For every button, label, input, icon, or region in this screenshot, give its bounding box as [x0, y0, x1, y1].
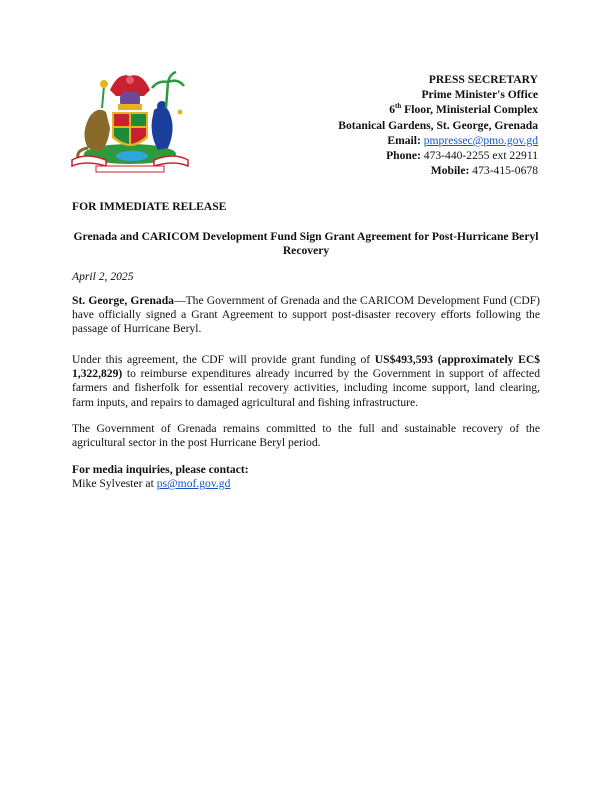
letterhead-floor [338, 102, 538, 117]
logo-shield-q1 [114, 114, 129, 126]
letterhead-contact-block [338, 72, 538, 178]
logo-helm-band [118, 104, 142, 110]
logo-corn-flower [100, 80, 108, 88]
logo-motto-ribbon-left [72, 156, 106, 166]
phone-label: Phone: [386, 149, 424, 163]
logo-motto-ribbon-center [96, 166, 164, 172]
paragraph-commitment: The Government of Grenada remains committed to the full and sustainable recovery of the agricultural sector in the post Hurricane Beryl period. [72, 422, 540, 450]
media-contact-block [72, 463, 249, 491]
letterhead-office: Prime Minister's Office [421, 88, 538, 102]
letterhead-address: Botanical Gardens, St. George, Grenada [338, 118, 538, 132]
phone-value: 473-440-2255 ext 22911 [423, 149, 538, 163]
logo-motto-ribbon-right [154, 156, 188, 166]
mobile-label: Mobile: [430, 164, 473, 178]
funding-text-end: to reimburse expenditures already incurred by the Government in support of affected farmers and fisherfolk for essential recovery activities, including income support, land clearing, farm inputs, and repairs to damaged agricultural and fishing infrastructure. [72, 367, 540, 409]
letterhead-email [338, 133, 538, 148]
logo-nutmeg [178, 110, 183, 115]
mobile-value: 473-415-0678 [472, 164, 538, 178]
media-contact-heading: For media inquiries, please contact: [72, 463, 249, 476]
logo-corn [102, 86, 104, 108]
floor-text: Floor, Ministerial Complex [401, 103, 538, 117]
email-label: Email: [387, 133, 424, 147]
funding-amount: US$493,593 (approximately EC$ 1,322,829) [72, 353, 540, 381]
logo-water [116, 151, 148, 161]
logo-palm [152, 72, 184, 108]
media-contact-email-link[interactable]: ps@mof.gov.gd [156, 477, 231, 491]
release-date: April 2, 2025 [72, 270, 134, 283]
paragraph-funding [72, 353, 540, 410]
grenada-coat-of-arms-logo [66, 68, 194, 176]
release-label: FOR IMMEDIATE RELEASE [72, 200, 227, 213]
press-secretary-email-link[interactable]: pmpressec@pmo.gov.gd [423, 133, 538, 147]
floor-suffix: th [395, 102, 402, 111]
floor-number: 6 [389, 103, 396, 117]
media-contact-name: Mike Sylvester at [72, 477, 157, 491]
paragraph-intro [72, 294, 540, 337]
letterhead-title: PRESS SECRETARY [428, 73, 538, 86]
press-release-headline: Grenada and CARICOM Development Fund Sign Grant Agreement for Post-Hurricane Beryl Recovery [73, 230, 539, 257]
logo-dove [152, 107, 173, 150]
paragraph-intro-text: —The Government of Grenada and the CARICOM Development Fund (CDF) have officially signed a Grant Agreement to support post-disaster recovery efforts following the passage of Hurricane Beryl. [72, 294, 541, 336]
funding-text-start: Under this agreement, the CDF will provide grant funding of [72, 353, 375, 366]
dateline: St. George, Grenada [72, 294, 174, 307]
logo-shield-q2 [131, 114, 146, 126]
letterhead-phone [338, 148, 538, 163]
letterhead-mobile [338, 163, 538, 178]
logo-rose [126, 76, 134, 84]
